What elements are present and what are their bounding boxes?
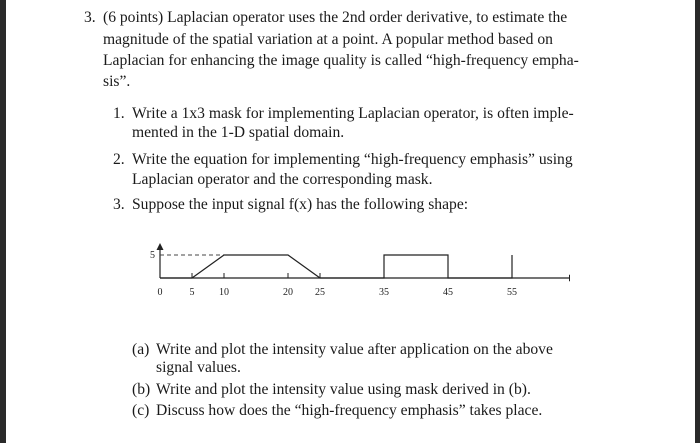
x-axis-arrow: [569, 275, 570, 282]
left-dark-edge: [0, 0, 6, 443]
part-b-line-1: Write and plot the intensity value using mask derived in (b).: [156, 381, 531, 398]
signal-series-line-0: [160, 255, 512, 278]
x-tick-label-0: 0: [157, 287, 163, 298]
x-tick-label-35: 35: [379, 287, 389, 298]
part-c-label: (c): [132, 402, 150, 419]
x-tick-label-10: 10: [219, 287, 229, 298]
subquestion-2-line-1: Write the equation for implementing “high-frequency emphasis” using: [132, 151, 573, 168]
subquestion-3-number: 3.: [113, 196, 125, 213]
x-tick-label-45: 45: [443, 287, 453, 298]
subquestion-1-line-1: Write a 1x3 mask for implementing Laplacian operator, is often imple-: [132, 105, 574, 122]
subquestion-1-number: 1.: [113, 105, 125, 122]
subquestion-2-line-2: Laplacian operator and the corresponding mask.: [132, 171, 433, 188]
subquestion-1-line-2: mented in the 1-D spatial domain.: [132, 124, 345, 141]
signal-plot: [140, 230, 570, 305]
x-tick-label-55: 55: [507, 287, 517, 298]
right-dark-edge: [695, 0, 700, 443]
subquestion-2-number: 2.: [113, 151, 125, 168]
part-a-label: (a): [132, 341, 150, 358]
part-b-label: (b): [132, 381, 151, 398]
question-line-1: (6 points) Laplacian operator uses the 2nd order derivative, to estimate the: [103, 9, 568, 26]
subquestion-3-line-1: Suppose the input signal f(x) has the following shape:: [132, 196, 469, 213]
x-tick-label-25: 25: [315, 287, 325, 298]
x-tick-label-5: 5: [189, 287, 195, 298]
question-number: 3.: [84, 9, 96, 26]
question-line-3: Laplacian for enhancing the image quality is called “high-frequency empha-: [103, 52, 579, 69]
question-line-4: sis”.: [103, 73, 131, 90]
y-axis-arrow: [157, 243, 164, 250]
question-line-2: magnitude of the spatial variation at a point. A popular method based on: [103, 31, 553, 48]
part-a-line-2: signal values.: [156, 359, 241, 376]
part-c-line-1: Discuss how does the “high-frequency emphasis” takes place.: [156, 402, 543, 419]
x-tick-label-20: 20: [283, 287, 293, 298]
part-a-line-1: Write and plot the intensity value after application on the above: [156, 341, 553, 358]
y-tick-label-5: 5: [150, 250, 155, 261]
